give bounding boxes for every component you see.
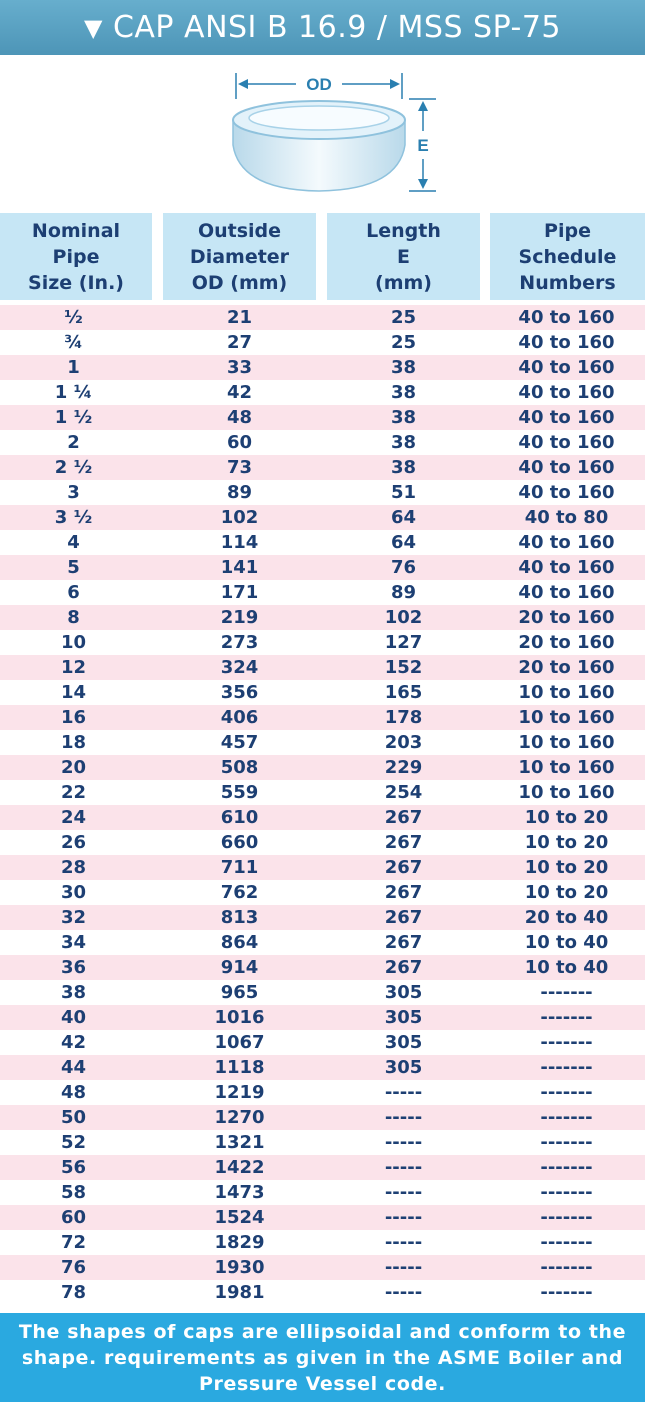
cell-nominal-size: 38 — [60, 982, 87, 1003]
cell-schedule: 10 to 160 — [518, 732, 615, 753]
table-row — [0, 905, 645, 930]
table-row — [0, 780, 645, 805]
cell-outside-diameter: 114 — [220, 532, 259, 553]
cell-length-e: 305 — [384, 1032, 423, 1053]
cell-outside-diameter: 1321 — [214, 1132, 265, 1153]
cell-length-e: ----- — [384, 1232, 423, 1253]
cell-schedule: 40 to 160 — [518, 432, 615, 453]
cell-outside-diameter: 141 — [220, 557, 259, 578]
cell-schedule: 40 to 160 — [518, 532, 615, 553]
cell-length-e: 38 — [390, 432, 417, 453]
header-schedule-numbers: Pipe Schedule Numbers — [490, 213, 645, 300]
cell-schedule: ------- — [540, 1057, 593, 1078]
cell-nominal-size: 76 — [60, 1257, 87, 1278]
cell-outside-diameter: 1219 — [214, 1082, 265, 1103]
cell-schedule: ------- — [540, 1082, 593, 1103]
cell-nominal-size: 12 — [60, 657, 87, 678]
cell-schedule: 10 to 160 — [518, 757, 615, 778]
cell-nominal-size: 14 — [60, 682, 87, 703]
cell-length-e: 305 — [384, 1007, 423, 1028]
cell-outside-diameter: 102 — [220, 507, 259, 528]
cell-nominal-size: 1 — [67, 357, 80, 378]
cell-nominal-size: 48 — [60, 1082, 87, 1103]
cell-outside-diameter: 1118 — [214, 1057, 265, 1078]
cell-schedule: 10 to 160 — [518, 782, 615, 803]
cell-outside-diameter: 559 — [220, 782, 259, 803]
cell-schedule: 10 to 20 — [524, 832, 609, 853]
cell-nominal-size: 16 — [60, 707, 87, 728]
cell-outside-diameter: 48 — [226, 407, 253, 428]
cell-nominal-size: ¾ — [64, 332, 83, 353]
cell-nominal-size: 2 ½ — [54, 457, 93, 478]
cell-outside-diameter: 660 — [220, 832, 259, 853]
cell-length-e: 178 — [384, 707, 423, 728]
cell-schedule: ------- — [540, 1132, 593, 1153]
cell-nominal-size: 26 — [60, 832, 87, 853]
cell-length-e: 64 — [390, 532, 417, 553]
cell-length-e: 38 — [390, 382, 417, 403]
cell-nominal-size: 28 — [60, 857, 87, 878]
cell-outside-diameter: 914 — [220, 957, 259, 978]
cell-outside-diameter: 273 — [220, 632, 259, 653]
cell-schedule: ------- — [540, 1007, 593, 1028]
cell-schedule: 40 to 160 — [518, 357, 615, 378]
cell-outside-diameter: 1473 — [214, 1182, 265, 1203]
cell-nominal-size: 42 — [60, 1032, 87, 1053]
cell-outside-diameter: 42 — [226, 382, 253, 403]
cell-length-e: 38 — [390, 357, 417, 378]
cell-nominal-size: 40 — [60, 1007, 87, 1028]
cell-outside-diameter: 406 — [220, 707, 259, 728]
cell-outside-diameter: 711 — [220, 857, 259, 878]
table-header — [0, 213, 645, 302]
cell-length-e: ----- — [384, 1082, 423, 1103]
cell-nominal-size: 10 — [60, 632, 87, 653]
table-row — [0, 980, 645, 1005]
cell-nominal-size: 24 — [60, 807, 87, 828]
table-row — [0, 455, 645, 480]
cell-length-e: ----- — [384, 1107, 423, 1128]
table-row — [0, 355, 645, 380]
cap-diagram — [0, 55, 645, 212]
table-row — [0, 605, 645, 630]
cell-length-e: 127 — [384, 632, 423, 653]
table-row — [0, 1080, 645, 1105]
cell-length-e: ----- — [384, 1282, 423, 1303]
table-body — [0, 305, 645, 1305]
cell-length-e: 267 — [384, 832, 423, 853]
table-row — [0, 880, 645, 905]
table-row — [0, 755, 645, 780]
cell-length-e: ----- — [384, 1182, 423, 1203]
cell-outside-diameter: 27 — [226, 332, 253, 353]
cell-outside-diameter: 73 — [226, 457, 253, 478]
cell-schedule: 40 to 80 — [524, 507, 609, 528]
cell-outside-diameter: 813 — [220, 907, 259, 928]
cell-outside-diameter: 864 — [220, 932, 259, 953]
cell-schedule: 10 to 160 — [518, 682, 615, 703]
table-row — [0, 680, 645, 705]
table-row — [0, 655, 645, 680]
cell-schedule: 40 to 160 — [518, 482, 615, 503]
table-row — [0, 480, 645, 505]
cell-nominal-size: 30 — [60, 882, 87, 903]
cell-length-e: 76 — [390, 557, 417, 578]
cell-nominal-size: 56 — [60, 1157, 87, 1178]
cell-nominal-size: 32 — [60, 907, 87, 928]
table-row — [0, 705, 645, 730]
cell-schedule: 40 to 160 — [518, 582, 615, 603]
cell-length-e: ----- — [384, 1207, 423, 1228]
cell-length-e: 89 — [390, 582, 417, 603]
table-row — [0, 1255, 645, 1280]
cell-outside-diameter: 1067 — [214, 1032, 265, 1053]
cell-schedule: 40 to 160 — [518, 557, 615, 578]
page-title: CAP ANSI B 16.9 / MSS SP-75 — [112, 10, 562, 45]
cell-length-e: 305 — [384, 1057, 423, 1078]
cell-outside-diameter: 1981 — [214, 1282, 265, 1303]
table-row — [0, 1005, 645, 1030]
cell-outside-diameter: 1930 — [214, 1257, 265, 1278]
cell-nominal-size: 2 — [67, 432, 80, 453]
table-row — [0, 405, 645, 430]
cell-nominal-size: 22 — [60, 782, 87, 803]
table-row — [0, 430, 645, 455]
table-row — [0, 1030, 645, 1055]
cell-length-e: 203 — [384, 732, 423, 753]
cell-nominal-size: 1 ¼ — [54, 382, 93, 403]
footer-text: The shapes of caps are ellipsoidal and conform to the shape. requirements as given in the ASME Boiler and Pressure Vessel code. — [18, 1320, 627, 1395]
cell-length-e: ----- — [384, 1257, 423, 1278]
cell-schedule: ------- — [540, 1257, 593, 1278]
title-bar — [0, 0, 645, 55]
table-row — [0, 530, 645, 555]
cell-nominal-size: 78 — [60, 1282, 87, 1303]
cell-schedule: ------- — [540, 1157, 593, 1178]
cell-length-e: 254 — [384, 782, 423, 803]
cell-outside-diameter: 1016 — [214, 1007, 265, 1028]
table-row — [0, 1155, 645, 1180]
cell-outside-diameter: 1524 — [214, 1207, 265, 1228]
cell-outside-diameter: 89 — [226, 482, 253, 503]
cap-illustration — [0, 55, 645, 212]
cell-length-e: 152 — [384, 657, 423, 678]
cell-nominal-size: 5 — [67, 557, 80, 578]
cell-nominal-size: 72 — [60, 1232, 87, 1253]
cell-schedule: 40 to 160 — [518, 332, 615, 353]
table-row — [0, 1130, 645, 1155]
cell-outside-diameter: 33 — [226, 357, 253, 378]
header-outside-diameter: Outside Diameter OD (mm) — [163, 213, 316, 300]
cell-schedule: 40 to 160 — [518, 407, 615, 428]
cell-outside-diameter: 508 — [220, 757, 259, 778]
cell-length-e: 267 — [384, 932, 423, 953]
cell-schedule: 20 to 160 — [518, 657, 615, 678]
cell-length-e: 305 — [384, 982, 423, 1003]
cell-length-e: 25 — [390, 332, 417, 353]
cell-outside-diameter: 171 — [220, 582, 259, 603]
cell-outside-diameter: 965 — [220, 982, 259, 1003]
cell-nominal-size: 18 — [60, 732, 87, 753]
cell-length-e: 25 — [390, 307, 417, 328]
table-row — [0, 730, 645, 755]
cell-outside-diameter: 324 — [220, 657, 259, 678]
cell-nominal-size: 8 — [67, 607, 80, 628]
cell-schedule: 40 to 160 — [518, 457, 615, 478]
cell-length-e: 267 — [384, 807, 423, 828]
cell-nominal-size: 1 ½ — [54, 407, 93, 428]
cell-outside-diameter: 610 — [220, 807, 259, 828]
cell-schedule: 40 to 160 — [518, 307, 615, 328]
table-row — [0, 1205, 645, 1230]
cell-outside-diameter: 457 — [220, 732, 259, 753]
cell-schedule: ------- — [540, 1107, 593, 1128]
cell-nominal-size: 34 — [60, 932, 87, 953]
cell-nominal-size: 52 — [60, 1132, 87, 1153]
table-row — [0, 1105, 645, 1130]
triangle-down-icon: ▼ — [83, 13, 103, 42]
cell-schedule: 40 to 160 — [518, 382, 615, 403]
cell-schedule: 10 to 20 — [524, 882, 609, 903]
cell-nominal-size: 6 — [67, 582, 80, 603]
cell-schedule: ------- — [540, 1282, 593, 1303]
cell-schedule: 10 to 40 — [524, 932, 609, 953]
cell-outside-diameter: 219 — [220, 607, 259, 628]
cell-length-e: ----- — [384, 1157, 423, 1178]
cell-outside-diameter: 1829 — [214, 1232, 265, 1253]
cell-nominal-size: 4 — [67, 532, 80, 553]
cell-nominal-size: 20 — [60, 757, 87, 778]
cell-nominal-size: ½ — [64, 307, 83, 328]
cell-length-e: 38 — [390, 457, 417, 478]
table-row — [0, 805, 645, 830]
cell-nominal-size: 3 — [67, 482, 80, 503]
cell-outside-diameter: 1270 — [214, 1107, 265, 1128]
table-row — [0, 1055, 645, 1080]
cell-outside-diameter: 60 — [226, 432, 253, 453]
cell-outside-diameter: 1422 — [214, 1157, 265, 1178]
cell-length-e: 51 — [390, 482, 417, 503]
table-row — [0, 1180, 645, 1205]
header-length-e: Length E (mm) — [327, 213, 480, 300]
table-row — [0, 380, 645, 405]
cell-length-e: 267 — [384, 882, 423, 903]
table-row — [0, 930, 645, 955]
cell-nominal-size: 58 — [60, 1182, 87, 1203]
table-row — [0, 830, 645, 855]
table-row — [0, 305, 645, 330]
table-row — [0, 330, 645, 355]
table-row — [0, 505, 645, 530]
cell-schedule: ------- — [540, 1207, 593, 1228]
cell-nominal-size: 3 ½ — [54, 507, 93, 528]
footer-note — [0, 1313, 645, 1402]
cell-length-e: ----- — [384, 1132, 423, 1153]
table-row — [0, 630, 645, 655]
cell-schedule: 20 to 160 — [518, 607, 615, 628]
cell-schedule: 20 to 40 — [524, 907, 609, 928]
cell-length-e: 267 — [384, 907, 423, 928]
cell-schedule: ------- — [540, 1032, 593, 1053]
cell-schedule: 20 to 160 — [518, 632, 615, 653]
cell-schedule: ------- — [540, 982, 593, 1003]
table-row — [0, 855, 645, 880]
cell-length-e: 102 — [384, 607, 423, 628]
cell-schedule: ------- — [540, 1182, 593, 1203]
cell-outside-diameter: 21 — [226, 307, 253, 328]
cell-outside-diameter: 356 — [220, 682, 259, 703]
cell-length-e: 165 — [384, 682, 423, 703]
cell-schedule: 10 to 20 — [524, 807, 609, 828]
e-label: E — [417, 136, 429, 155]
cell-length-e: 267 — [384, 857, 423, 878]
cell-nominal-size: 50 — [60, 1107, 87, 1128]
od-label: OD — [306, 75, 332, 94]
cell-outside-diameter: 762 — [220, 882, 259, 903]
cell-nominal-size: 44 — [60, 1057, 87, 1078]
cell-length-e: 267 — [384, 957, 423, 978]
cell-nominal-size: 60 — [60, 1207, 87, 1228]
table-row — [0, 955, 645, 980]
cell-schedule: 10 to 20 — [524, 857, 609, 878]
table-row — [0, 1280, 645, 1305]
header-nominal-size: Nominal Pipe Size (In.) — [0, 213, 152, 300]
cell-length-e: 229 — [384, 757, 423, 778]
cell-length-e: 38 — [390, 407, 417, 428]
cell-length-e: 64 — [390, 507, 417, 528]
cell-schedule: 10 to 160 — [518, 707, 615, 728]
cell-schedule: ------- — [540, 1232, 593, 1253]
table-row — [0, 1230, 645, 1255]
table-row — [0, 555, 645, 580]
cell-nominal-size: 36 — [60, 957, 87, 978]
cell-schedule: 10 to 40 — [524, 957, 609, 978]
table-row — [0, 580, 645, 605]
